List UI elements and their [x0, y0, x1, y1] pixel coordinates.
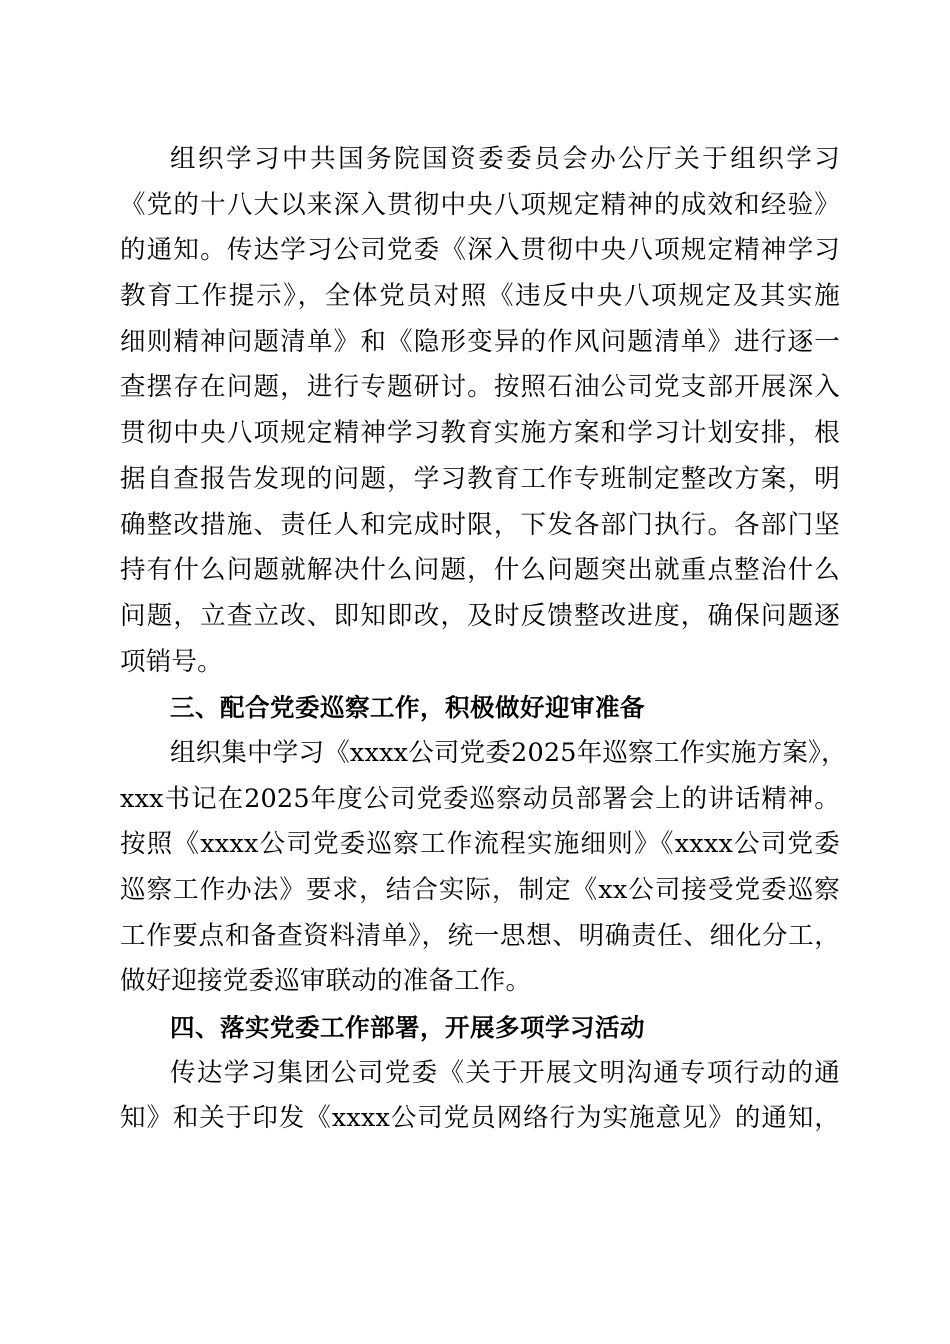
paragraph-line: 贯彻中央八项规定精神学习教育实施方案和学习计划安排，根 [120, 418, 840, 449]
paragraph-line: 持有什么问题就解决什么问题，什么问题突出就重点整治什么 [120, 555, 840, 586]
paragraph-study-notice [120, 137, 840, 685]
paragraph-line: 《党的十八大以来深入贯彻中央八项规定精神的成效和经验》 [120, 189, 840, 220]
paragraph-inspection-prep [120, 731, 847, 1005]
paragraph-line: 细则精神问题清单》和《隐形变异的作风问题清单》进行逐一 [120, 326, 840, 357]
paragraph-line: 组织学习中共国务院国资委委员会办公厅关于组织学习 [170, 144, 840, 174]
paragraph-line: 按照《xxxx公司党委巡察工作流程实施细则》《xxxx公司党委 [120, 829, 840, 860]
paragraph-line: 知》和关于印发《xxxx公司党员网络行为实施意见》的通知， [120, 1103, 840, 1134]
section-heading-4: 四、落实党委工作部署，开展多项学习活动 [170, 1013, 645, 1043]
document-body [120, 137, 847, 1142]
paragraph-line: 做好迎接党委巡审联动的准备工作。 [120, 966, 532, 997]
paragraph-line: 工作要点和备查资料清单》，统一思想、明确责任、细化分工， [120, 920, 840, 951]
paragraph-line: xxx书记在2025年度公司党委巡察动员部署会上的讲话精神。 [120, 783, 840, 814]
paragraph-line: 问题，立查立改、即知即改，及时反馈整改进度，确保问题逐 [120, 600, 840, 631]
paragraph-line: 项销号。 [120, 646, 223, 677]
paragraph-line: 教育工作提示》，全体党员对照《违反中央八项规定及其实施 [120, 281, 840, 312]
paragraph-study-activities [120, 1051, 840, 1142]
paragraph-line: 传达学习集团公司党委《关于开展文明沟通专项行动的通 [170, 1057, 840, 1088]
paragraph-line: 据自查报告发现的问题，学习教育工作专班制定整改方案，明 [120, 463, 840, 494]
paragraph-line: 组织集中学习《xxxx公司党委2025年巡察工作实施方案》， [170, 737, 847, 768]
paragraph-line: 确整改措施、责任人和完成时限，下发各部门执行。各部门坚 [120, 509, 840, 540]
paragraph-line: 的通知。传达学习公司党委《深入贯彻中央八项规定精神学习 [120, 235, 840, 266]
paragraph-line: 查摆存在问题，进行专题研讨。按照石油公司党支部开展深入 [120, 372, 840, 403]
section-heading-3: 三、配合党委巡察工作，积极做好迎审准备 [170, 693, 645, 723]
paragraph-line: 巡察工作办法》要求，结合实际，制定《xx公司接受党委巡察 [120, 875, 840, 905]
